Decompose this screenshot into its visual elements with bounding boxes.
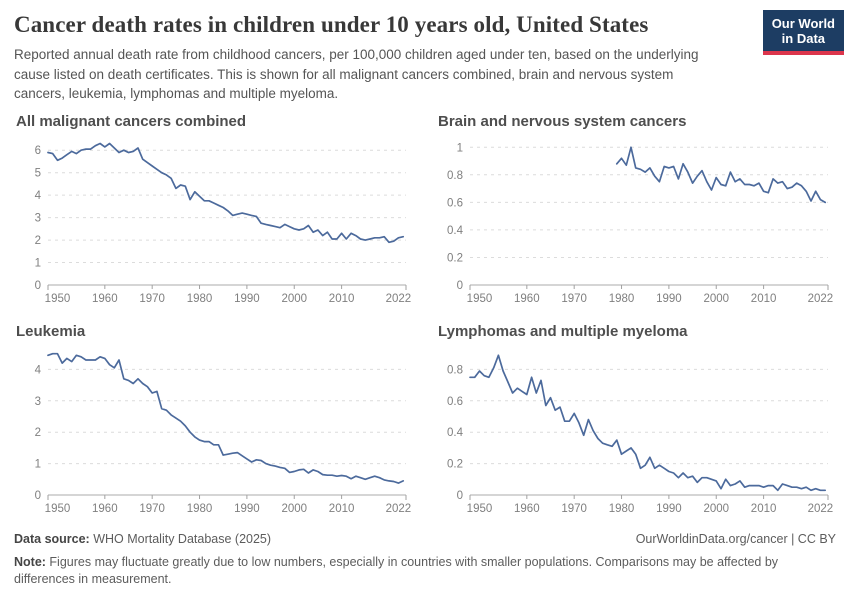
- owid-logo[interactable]: [763, 10, 844, 55]
- line-chart-all-malignant-cancers: [14, 131, 414, 311]
- x-axis-tick-label: 1980: [186, 293, 213, 306]
- panel-title-leukemia: Leukemia: [16, 323, 86, 341]
- footer-note-label: Note:: [14, 554, 46, 569]
- x-axis-tick-label: 2000: [703, 503, 730, 516]
- data-line: [470, 356, 825, 491]
- x-axis-tick-label: 1990: [656, 293, 682, 306]
- y-axis-tick-label: 0: [456, 280, 463, 293]
- y-axis-tick-label: 1: [34, 459, 41, 472]
- x-axis-tick-label: 2000: [281, 293, 308, 306]
- x-axis-tick-label: 2000: [281, 503, 308, 516]
- x-axis-tick-label: 2000: [703, 293, 730, 306]
- y-axis-tick-label: 1: [456, 142, 463, 155]
- panel-leukemia: [14, 319, 414, 521]
- y-axis-tick-label: 2: [34, 235, 41, 248]
- x-axis-tick-label: 2010: [750, 293, 777, 306]
- panel-brain-nervous-system: [436, 109, 836, 311]
- y-axis-tick-label: 3: [34, 396, 41, 409]
- x-axis-tick-label: 1950: [466, 503, 493, 516]
- panel-all-malignant-cancers: [14, 109, 414, 311]
- x-axis-tick-label: 2022: [385, 503, 412, 516]
- footer-note-text: Figures may fluctuate greatly due to low numbers, especially in countries with smaller populations. Comparisons may be affected by differences in measurement.: [14, 554, 779, 587]
- line-chart-leukemia: [14, 341, 414, 521]
- x-axis-tick-label: 1960: [92, 503, 118, 516]
- x-axis-tick-label: 1960: [514, 503, 540, 516]
- y-axis-tick-label: 0.6: [447, 197, 463, 210]
- y-axis-tick-label: 6: [34, 145, 41, 158]
- chart-title: Cancer death rates in children under 10 years old, United States: [14, 12, 649, 37]
- x-axis-tick-label: 1980: [608, 293, 635, 306]
- x-axis-tick-label: 1970: [139, 503, 165, 516]
- chart-subtitle: Reported annual death rate from childhood cancers, per 100,000 children aged under ten, based on the underlying cause listed on death certificates. This is shown for all malignant cancers combined, brain and nervous system cancers, leukemia, lymphomas and multiple myeloma.: [14, 47, 699, 101]
- x-axis-tick-label: 1970: [561, 503, 587, 516]
- data-source-text: WHO Mortality Database (2025): [89, 532, 272, 547]
- x-axis-tick-label: 2022: [807, 293, 834, 306]
- panel-title-lymphomas-myeloma: Lymphomas and multiple myeloma: [438, 323, 688, 341]
- y-axis-tick-label: 0.4: [447, 427, 463, 440]
- panel-title-all-malignant-cancers: All malignant cancers combined: [16, 112, 247, 130]
- line-chart-lymphomas-myeloma: [436, 341, 836, 521]
- x-axis-tick-label: 1990: [234, 503, 260, 516]
- x-axis-tick-label: 2010: [328, 293, 355, 306]
- y-axis-tick-label: 0: [34, 490, 41, 503]
- y-axis-tick-label: 4: [34, 190, 41, 203]
- y-axis-tick-label: 5: [34, 167, 41, 180]
- y-axis-tick-label: 0.8: [447, 364, 463, 377]
- x-axis-tick-label: 1990: [234, 293, 260, 306]
- x-axis-tick-label: 1950: [466, 293, 493, 306]
- y-axis-tick-label: 0.6: [447, 396, 463, 409]
- panel-title-brain-nervous-system: Brain and nervous system cancers: [438, 112, 687, 130]
- source-row: [14, 531, 836, 547]
- y-axis-tick-label: 3: [34, 212, 41, 225]
- logo-text-line2: in Data: [781, 31, 826, 47]
- x-axis-tick-label: 1960: [92, 293, 118, 306]
- attribution-link[interactable]: OurWorldinData.org/cancer | CC BY: [635, 532, 836, 547]
- panel-lymphomas-myeloma: [436, 319, 836, 521]
- x-axis-tick-label: 1980: [186, 503, 213, 516]
- x-axis-tick-label: 1980: [608, 503, 635, 516]
- chart-footer: [0, 521, 850, 588]
- data-line: [48, 144, 403, 243]
- x-axis-tick-label: 1950: [44, 503, 71, 516]
- y-axis-tick-label: 0.2: [447, 252, 463, 265]
- y-axis-tick-label: 2: [34, 427, 41, 440]
- x-axis-tick-label: 1990: [656, 503, 682, 516]
- line-chart-brain-nervous-system: [436, 131, 836, 311]
- y-axis-tick-label: 0: [34, 280, 41, 293]
- x-axis-tick-label: 1960: [514, 293, 540, 306]
- footer-note: [14, 554, 806, 589]
- y-axis-tick-label: 0: [456, 490, 463, 503]
- x-axis-tick-label: 2022: [807, 503, 834, 516]
- y-axis-tick-label: 0.4: [447, 225, 463, 238]
- x-axis-tick-label: 2010: [750, 503, 777, 516]
- x-axis-tick-label: 1970: [561, 293, 587, 306]
- y-axis-tick-label: 0.8: [447, 169, 463, 182]
- x-axis-tick-label: 1950: [44, 293, 71, 306]
- logo-text-line1: Our World: [771, 16, 835, 31]
- y-axis-tick-label: 4: [34, 364, 41, 377]
- data-source-label: Data source:: [14, 532, 90, 547]
- small-multiples-grid: [0, 109, 850, 522]
- y-axis-tick-label: 1: [34, 257, 41, 270]
- y-axis-tick-label: 0.2: [447, 459, 463, 472]
- chart-header: [0, 0, 850, 103]
- data-source: [14, 531, 271, 547]
- x-axis-tick-label: 2022: [385, 293, 412, 306]
- x-axis-tick-label: 1970: [139, 293, 165, 306]
- x-axis-tick-label: 2010: [328, 503, 355, 516]
